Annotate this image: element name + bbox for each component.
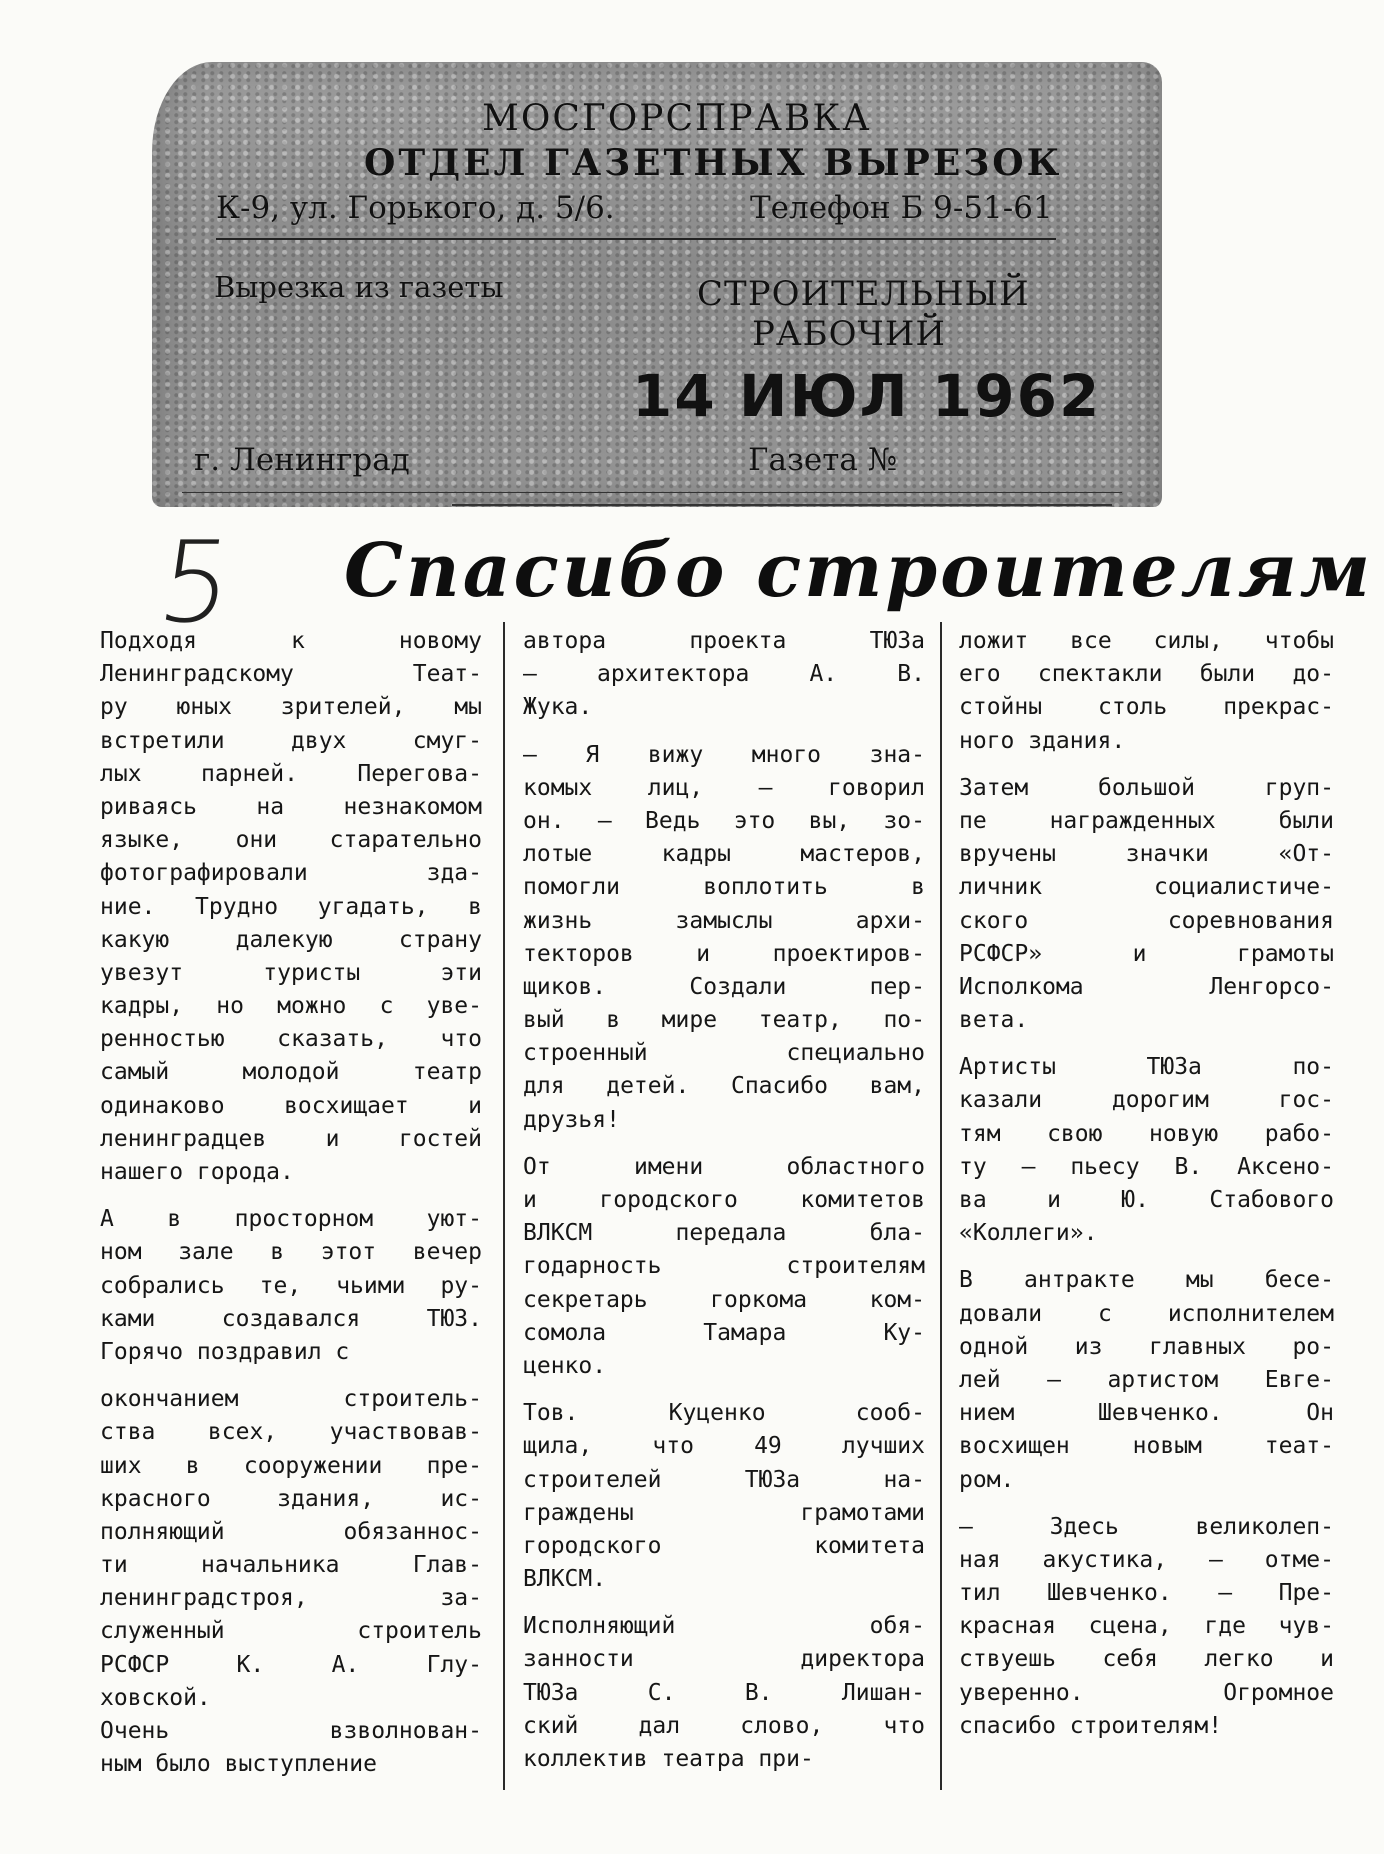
stamp-phone: Телефон Б 9-51-61	[750, 190, 1053, 226]
article-line: окончанием строитель-	[100, 1386, 482, 1413]
article-line: щиков. Создали пер-	[523, 973, 925, 1000]
stamp-dept: ОТДЕЛ ГАЗЕТНЫХ ВЫРЕЗОК	[364, 142, 1063, 184]
column-rule	[503, 622, 505, 1790]
article-line: коллектив театра при-	[523, 1746, 814, 1772]
article-line: лых парней. Перегова-	[100, 760, 482, 787]
column-rule	[940, 622, 942, 1790]
stamp-paper-name-line1: СТРОИТЕЛЬНЫЙ	[697, 274, 1030, 314]
article-line: — Я вижу много зна-	[523, 741, 925, 768]
article-line: ского соревнования	[959, 907, 1334, 934]
article-line: ва и Ю. Стабового	[959, 1187, 1334, 1213]
article-line: тям свою новую рабо-	[959, 1120, 1334, 1147]
paragraph-gap	[959, 1250, 1334, 1264]
paragraph-gap	[959, 1037, 1334, 1051]
article-line: жизнь замыслы архи-	[523, 907, 925, 934]
article-line: довали с исполнителем	[959, 1300, 1334, 1327]
article-line: городского комитета	[523, 1532, 925, 1559]
stamp-clip-label: Вырезка из газеты	[214, 270, 504, 304]
article-line: языке, они старательно	[100, 827, 482, 854]
article-line: вый в мире театр, по-	[523, 1007, 925, 1034]
article-line: пе награжденных были	[959, 807, 1334, 834]
article-line: уверенно. Огромное	[959, 1679, 1334, 1706]
paragraph-gap	[523, 1383, 925, 1397]
paragraph-gap	[523, 1596, 925, 1610]
article-line: сомола Тамара Ку-	[523, 1319, 925, 1346]
article-line: тил Шевченко. — Пре-	[959, 1580, 1334, 1607]
article-line: ложит все силы, чтобы	[959, 628, 1334, 654]
article-line: занности директора	[523, 1646, 925, 1673]
article-line: — Здесь великолеп-	[959, 1513, 1334, 1540]
article-column-3	[959, 625, 1334, 1743]
article-line: автора проекта ТЮЗа	[523, 628, 925, 654]
article-line: ствуешь себя легко и	[959, 1646, 1334, 1673]
article-line: ном зале в этот вечер	[100, 1239, 482, 1266]
article-line: собрались те, чьими ру-	[100, 1272, 482, 1299]
paragraph-gap	[959, 758, 1334, 772]
paragraph-gap	[100, 1189, 482, 1203]
stamp-paper-name-line2: РАБОЧИЙ	[752, 314, 947, 354]
article-line: ту — пьесу В. Аксено-	[959, 1153, 1334, 1180]
article-line: Горячо поздравил с	[100, 1338, 350, 1365]
article-line: фотографировали зда-	[100, 860, 482, 887]
article-line: риваясь на незнакомом	[100, 793, 482, 820]
stamp-date: 14 ИЮЛ 1962	[632, 362, 1102, 430]
article-line: годарность строителям	[523, 1253, 925, 1280]
article-line: ние. Трудно угадать, в	[100, 893, 482, 920]
article-line: вета.	[959, 1007, 1029, 1034]
article-line: одинаково восхищает и	[100, 1092, 482, 1119]
stamp-bottom-rule-2	[452, 504, 1112, 506]
article-line: Исполкома Ленгорсо-	[959, 973, 1334, 1000]
article-line: казали дорогим гос-	[959, 1087, 1334, 1114]
article-column-1	[100, 625, 482, 1781]
article-line: одной из главных ро-	[959, 1333, 1334, 1360]
paragraph-gap	[523, 725, 925, 739]
article-line: От имени областного	[523, 1153, 925, 1180]
article-line: служенный строитель	[100, 1618, 482, 1645]
article-line: В антракте мы бесе-	[959, 1267, 1334, 1294]
article-line: лотые кадры мастеров,	[523, 841, 925, 868]
article-line: «Коллеги».	[959, 1220, 1098, 1247]
article-line: он. — Ведь это вы, зо-	[523, 807, 925, 834]
article-line: и городского комитетов	[523, 1187, 925, 1213]
article-line: ленинградцев и гостей	[100, 1125, 482, 1152]
article-headline: Спасибо строителям	[344, 528, 1374, 614]
article-line: строенный специально	[523, 1040, 925, 1067]
article-line: ками создавался ТЮЗ.	[100, 1305, 482, 1332]
article-line: Жука.	[523, 694, 593, 721]
article-line: ренностью сказать, что	[100, 1026, 482, 1053]
article-line: Артисты ТЮЗа по-	[959, 1054, 1334, 1081]
article-line: ром.	[959, 1466, 1015, 1493]
handwritten-number-mark: 5	[150, 518, 241, 648]
article-line: Тов. Куценко сооб-	[523, 1400, 925, 1427]
article-line: ру юных зрителей, мы	[100, 694, 482, 721]
paragraph-gap	[523, 1137, 925, 1151]
article-line: ти начальника Глав-	[100, 1552, 482, 1579]
article-line: восхищен новым теат-	[959, 1433, 1334, 1460]
stamp-gazeta-number: Газета №	[748, 442, 898, 478]
paragraph-gap	[959, 1497, 1334, 1511]
article-column-2	[523, 625, 925, 1776]
article-line: помогли воплотить в	[523, 874, 925, 901]
article-line: личник социалистиче-	[959, 874, 1334, 901]
article-line: какую далекую страну	[100, 926, 482, 953]
article-line: ский дал слово, что	[523, 1712, 925, 1739]
article-line: ВЛКСМ.	[523, 1566, 607, 1593]
article-line: ства всех, участвовав-	[100, 1419, 482, 1446]
article-line: полняющий обязаннос-	[100, 1518, 482, 1545]
article-line: ным было выступление	[100, 1751, 377, 1778]
article-line: вручены значки «От-	[959, 841, 1334, 868]
article-line: ших в сооружении пре-	[100, 1452, 482, 1479]
clipping-bureau-stamp	[152, 62, 1162, 507]
paragraph-gap	[100, 1369, 482, 1383]
article-line: ВЛКСМ передала бла-	[523, 1220, 925, 1247]
article-line: нашего города.	[100, 1159, 294, 1185]
stamp-address: К-9, ул. Горького, д. 5/6.	[216, 190, 615, 226]
article-line: его спектакли были до-	[959, 661, 1334, 688]
article-line: Очень взволнован-	[100, 1718, 482, 1744]
article-line: кадры, но можно с уве-	[100, 993, 482, 1020]
article-line: РСФСР К. А. Глу-	[100, 1651, 482, 1678]
article-line: Исполняющий обя-	[523, 1613, 925, 1640]
article-line: — архитектора А. В.	[523, 661, 925, 688]
article-line: текторов и проектиров-	[523, 940, 925, 967]
article-line: увезут туристы эти	[100, 959, 482, 986]
article-line: Подходя к новому	[100, 628, 482, 654]
article-line: ного здания.	[959, 727, 1126, 754]
stamp-org: МОСГОРСПРАВКА	[482, 98, 872, 139]
article-line: лей — артистом Евге-	[959, 1366, 1334, 1393]
article-line: строителей ТЮЗа на-	[523, 1466, 925, 1493]
article-line: секретарь горкома ком-	[523, 1286, 925, 1313]
article-line: РСФСР» и грамоты	[959, 940, 1334, 967]
article-line: спасибо строителям!	[959, 1712, 1223, 1739]
article-line: красного здания, ис-	[100, 1485, 482, 1512]
article-line: для детей. Спасибо вам,	[523, 1073, 925, 1100]
article-line: самый молодой театр	[100, 1059, 482, 1086]
stamp-bottom-rule	[182, 492, 1122, 493]
article-line: красная сцена, где чув-	[959, 1613, 1334, 1640]
article-line: нием Шевченко. Он	[959, 1400, 1334, 1427]
article-line: щила, что 49 лучших	[523, 1433, 925, 1460]
article-line: граждены грамотами	[523, 1499, 925, 1526]
article-line: Ленинградскому Теат-	[100, 661, 482, 688]
article-line: ценко.	[523, 1352, 607, 1379]
stamp-divider	[216, 238, 1056, 240]
article-line: ленинградстроя, за-	[100, 1585, 482, 1612]
article-line: Затем большой груп-	[959, 774, 1334, 801]
article-line: ховской.	[100, 1684, 211, 1711]
article-line: ТЮЗа С. В. Лишан-	[523, 1679, 925, 1706]
stamp-city: г. Ленинград	[194, 442, 410, 478]
article-line: А в просторном уют-	[100, 1206, 482, 1233]
article-line: стойны столь прекрас-	[959, 694, 1334, 721]
article-line: комых лиц, — говорил	[523, 774, 925, 801]
article-line: встретили двух смуг-	[100, 727, 482, 754]
article-line: ная акустика, — отме-	[959, 1546, 1334, 1573]
article-line: друзья!	[523, 1106, 620, 1133]
